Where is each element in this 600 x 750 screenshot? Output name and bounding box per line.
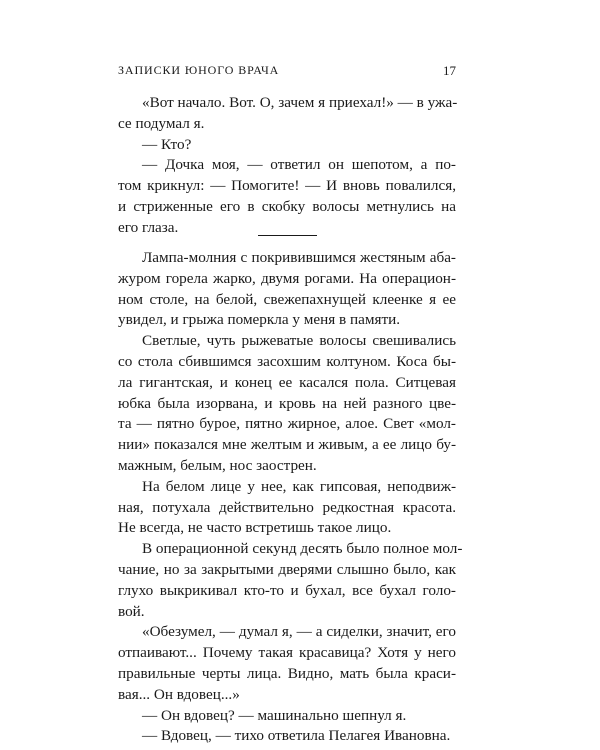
- text-line: том крикнул: — Помогите! — И вновь повалился,: [118, 177, 456, 195]
- running-head-title: ЗАПИСКИ ЮНОГО ВРАЧА: [118, 63, 280, 77]
- text-line: се подумал я.: [118, 114, 205, 132]
- text-line: чание, но за закрытыми дверями слышно было, как: [118, 560, 456, 578]
- text-line: со стола сбившимся засохшим колтуном. Коса бы-: [118, 352, 456, 370]
- text-line: вая... Он вдовец...»: [118, 685, 240, 703]
- text-block-operation-room: [118, 248, 463, 747]
- section-divider: [258, 235, 317, 236]
- text-line: мажным, белым, нос заострен.: [118, 456, 317, 474]
- text-line: отпаивают... Почему такая красавица? Хотя у него: [118, 644, 456, 662]
- text-line: — Он вдовец? — машинально шепнул я.: [142, 706, 407, 724]
- text-line: В операционной секунд десять было полное мол-: [142, 540, 463, 558]
- text-line: глухо выкрикивал кто-то и бухал, все бухал голо-: [118, 581, 456, 599]
- text-line: и стриженные его в скобку волосы метнулись на: [118, 197, 456, 215]
- text-line: «Вот начало. Вот. О, зачем я приехал!» — в ужа-: [142, 94, 458, 111]
- text-line: Светлые, чуть рыжеватые волосы свешивались: [142, 332, 456, 350]
- text-line: ла гигантская, и конец ее касался пола. Ситцевая: [118, 373, 456, 391]
- text-line: правильные черты лица. Видно, мать была краси-: [118, 664, 456, 682]
- text-line: та — пятно бурое, пятно жирное, алое. Свет «мол-: [118, 415, 456, 433]
- page-number: 17: [443, 63, 456, 78]
- text-line: «Обезумел, — думал я, — а сиделки, значит, его: [142, 623, 456, 641]
- text-line: нии» показался мне желтым и живым, а ее лицо бу-: [118, 436, 456, 454]
- text-line: — Кто?: [142, 135, 192, 153]
- text-line: Не всегда, не часто встретишь такое лицо.: [118, 519, 392, 537]
- text-line: — Вдовец, — тихо ответила Пелагея Ивановна.: [142, 727, 451, 745]
- text-line: журом горела жарко, двумя рогами. На операцион-: [118, 269, 456, 287]
- text-line: ная, потухала действительно редкостная красота.: [118, 498, 456, 516]
- text-line: юбка была изорвана, и кровь на ней разного цве-: [118, 394, 456, 412]
- text-line: На белом лице у нее, как гипсовая, неподвиж-: [142, 477, 456, 495]
- text-line: вой.: [118, 602, 145, 620]
- text-line: ном столе, на белой, свежепахнущей клеенке я ее: [118, 290, 456, 308]
- text-line: увидел, и грыжа померкла у меня в памяти.: [118, 311, 401, 329]
- text-line: — Дочка моя, — ответил он шепотом, а по-: [142, 156, 456, 174]
- text-block-dialogue: [118, 93, 456, 239]
- text-line: его глаза.: [118, 218, 179, 236]
- running-head: [118, 63, 456, 81]
- text-line: Лампа-молния с покривившимся жестяным аба-: [142, 249, 456, 266]
